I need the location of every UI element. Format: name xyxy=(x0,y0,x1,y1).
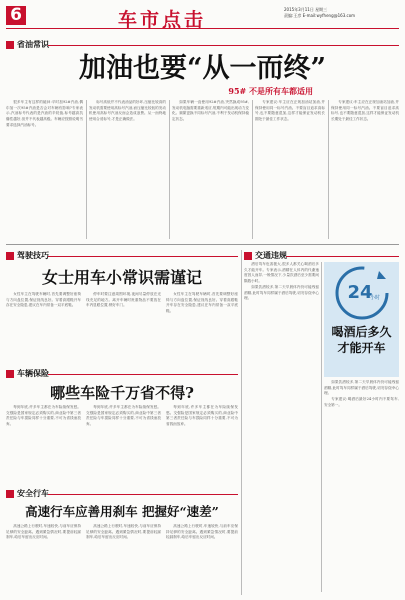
column-divider xyxy=(169,100,170,239)
article-column: 高速公路上行驶时,车速较快,与前车应保持足够的安全距离。遇到紧急情况时,要提前轻踩刹车,给后车留出反应时间。 xyxy=(86,524,161,540)
article-column: 每到年底,许多车主都在为车险续保发愁。交强险是国家规定必须购买的,商业险中第三者责任险与车损险同样十分重要,不可为省钱而放弃。 xyxy=(86,405,161,427)
page-title: 车市点击 xyxy=(118,9,207,31)
headline xyxy=(324,324,399,356)
article-column: 女性车主在驾驶车辆时,首先要调整好座椅与方向盘位置,保证视线良好。穿着高跟鞋开车存在安全隐患,建议在车内常备一双平底鞋。 xyxy=(6,292,81,308)
article-column: 每到年底,许多车主都在为车险续保发愁。交强险是国家规定必须购买的,商业险中第三者责任险与车损险同样十分重要,不可为省钱而放弃。 xyxy=(166,405,238,427)
section-label: 省油常识 xyxy=(17,40,49,49)
section-tag xyxy=(6,488,49,499)
column-divider xyxy=(86,100,87,239)
article-column: 停车时要注意周围环境,夜间尽量停放在光线充足的地方。离开车辆时贵重物品不要放在车内显眼位置,锁好车门。 xyxy=(86,292,161,308)
headline-line: 才能开车 xyxy=(337,341,386,355)
section-rule xyxy=(48,45,399,46)
section-tag xyxy=(244,250,287,261)
column-divider xyxy=(241,250,242,595)
article-column: 专家建议:车主应在正规加油站加油,并保持使用同一标号汽油。不要盲目追求高标号,也不要随意混加,这样才能保证发动机长期处于最佳工作状态。 xyxy=(255,100,325,122)
section-label: 驾驶技巧 xyxy=(17,251,49,260)
headline: 女士用车小常识需谨记 xyxy=(41,268,202,287)
article-column: 标号高低并不代表油品的好坏,压缩比较高的发动机需要使用高标号汽油,而压缩比较低的发动机使用高标号汽油反而会造成浪费。从一而终地使用合适标号,才是正确做法。 xyxy=(89,100,166,122)
header-divider xyxy=(6,28,399,29)
section-tag xyxy=(6,39,49,50)
section-label: 交通违规 xyxy=(255,251,287,260)
clock-unit: 小时 xyxy=(369,295,381,301)
subheadline: 95# 不是所有车都适用 xyxy=(228,86,313,96)
article-column: 很多车主有这样的疑问:平时加92#汽油,偶尔加一次95#汽油是否会对车辆有影响?专家表示,汽油标号代表的是汽油的辛烷值,标号越高抗爆性越好,但并不代表越高级。车辆应按照说明书要求选择汽油标号。 xyxy=(6,100,83,127)
section-rule xyxy=(48,256,238,257)
column-divider xyxy=(328,100,329,239)
headline: 高速行车应善用刹车 把握好“速差” xyxy=(25,504,219,519)
section-rule xyxy=(286,256,399,257)
article-column: 女性车主在驾驶车辆时,首先要调整好座椅与方向盘位置,保证视线良好。穿着高跟鞋开车存在安全隐患,建议在车内常备一双平底鞋。 xyxy=(166,292,238,314)
article-column: 每到年底,许多车主都在为车险续保发愁。交强险是国家规定必须购买的,商业险中第三者责任险与车损险同样十分重要,不可为省钱而放弃。 xyxy=(6,405,81,427)
section-tag xyxy=(6,368,49,379)
section-label: 车辆保险 xyxy=(17,369,49,378)
article-column: 酒后驾车危害极大,很多人都关心喝酒后多久才能开车。专家表示,酒精在人体内的代谢速度因人而异,一般情况下,少量饮酒后至少需要间隔数小时。 如果饮酒较多,第二天早晨体内仍可能残留酒精,此时驾车同样属于酒后驾驶,切勿存侥幸心理。 xyxy=(244,262,319,301)
headline: 加油也要“从一而终” xyxy=(78,53,327,84)
column-divider xyxy=(321,262,322,592)
article-column: 如果车辆一直使用92#汽油,突然换成95#,发动机电脑需要重新适应,短期内可能出现动力变化。频繁更换不同标号汽油,不利于发动机保持稳定状态。 xyxy=(172,100,249,122)
page-number: 6 xyxy=(6,6,26,25)
section-tag xyxy=(6,250,49,261)
article-column: 如果饮酒较多,第二天早晨体内仍可能残留酒精,此时驾车同样属于酒后驾驶,切勿存侥幸心理。 专家建议:喝酒后最好24小时内不要驾车,安全第一。 xyxy=(324,380,399,407)
article-column: 高速公路上行驶时,车速较快,与前车应保持足够的安全距离。遇到紧急情况时,要提前轻踩刹车,给后车留出反应时间。 xyxy=(166,524,238,540)
header-date: 2015年3月11日 星期三 xyxy=(284,7,328,12)
section-label: 安全行车 xyxy=(17,489,49,498)
section-rule xyxy=(48,374,238,375)
article-column: 专家建议:车主应在正规加油站加油,并保持使用同一标号汽油。不要盲目追求高标号,也不要随意混加,这样才能保证发动机长期处于最佳工作状态。 xyxy=(331,100,399,122)
headline-line: 喝酒后多久 xyxy=(331,325,392,339)
headline: 哪些车险千万省不得? xyxy=(50,384,194,402)
article-column: 高速公路上行驶时,车速较快,与前车应保持足够的安全距离。遇到紧急情况时,要提前轻踩刹车,给后车留出反应时间。 xyxy=(6,524,81,540)
header-info xyxy=(284,7,355,19)
clock-number: 24 xyxy=(347,282,373,303)
clock-24-icon xyxy=(334,265,390,321)
section-divider xyxy=(6,244,399,245)
column-divider xyxy=(252,100,253,239)
header-editor: 责编:王彦 E-mail:wyfheng@163.com xyxy=(284,13,356,18)
section-rule xyxy=(48,494,238,495)
